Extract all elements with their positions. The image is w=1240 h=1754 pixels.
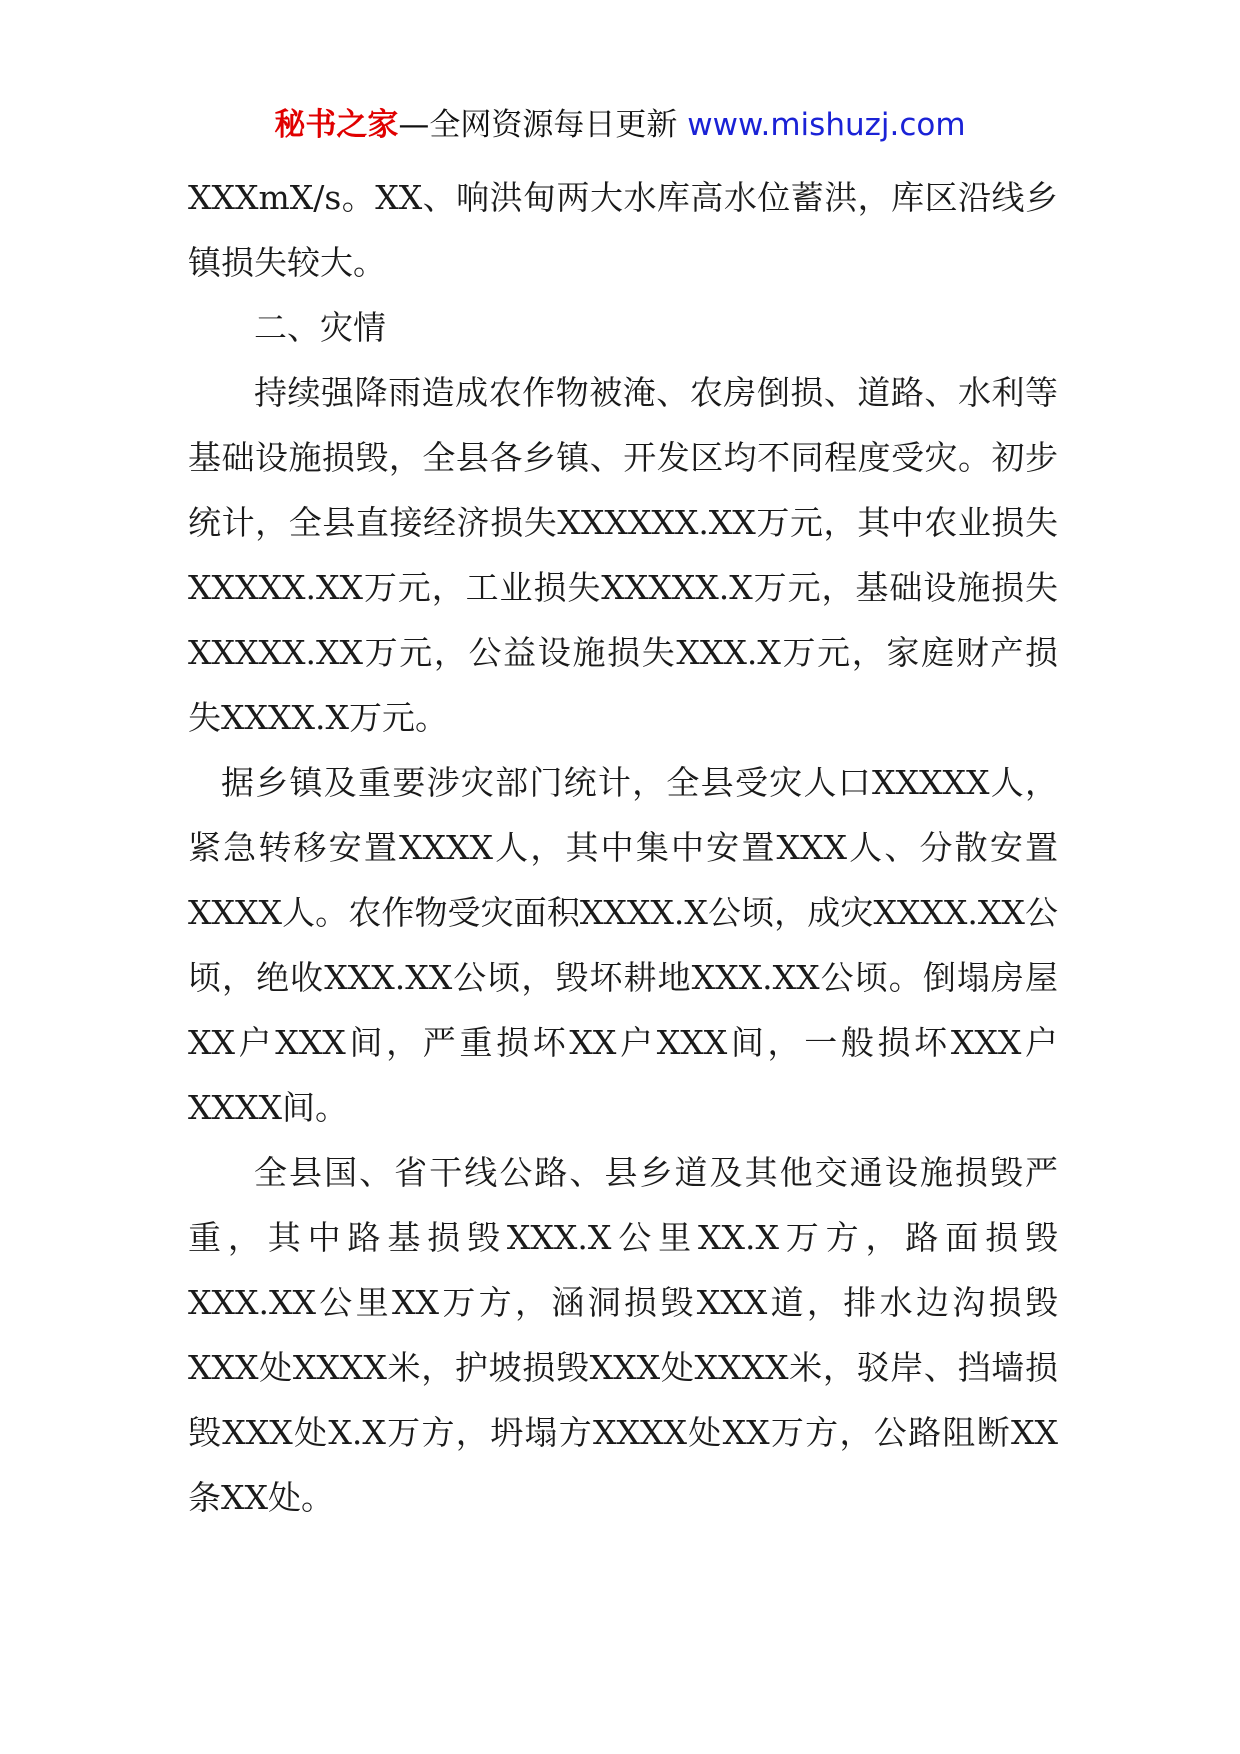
section-heading-disaster: 二、灾情 <box>254 308 386 347</box>
site-url[interactable]: www.mishuzj.com <box>687 107 966 143</box>
paragraph-economic-loss: 持续强降雨造成农作物被淹、农房倒损、道路、水利等基础设施损毁，全县各乡镇、开发区均不同程度受灾。初步统计，全县直接经济损失XXXXXX.XX万元，其中农业损失XXXXX.XX万元，工业损失XXXXX.X万元，基础设施损失XXXXX.XX万元，公益设施损失XXX.X万元，家庭财产损失XXXX.X万元。 <box>188 373 1058 737</box>
paragraph-traffic-damage: 全县国、省干线公路、县乡道及其他交通设施损毁严重，其中路基损毁XXX.X公里XX.X万方，路面损毁XXX.XX公里XX万方，涵洞损毁XXX道，排水边沟损毁XXX处XXXX米，护坡损毁XXX处XXXX米，驳岸、挡墙损毁XXX处X.X万方，坍塌方XXXX处XX万方，公路阻断XX条XX处。 <box>188 1153 1058 1517</box>
paragraph-population-impact: 据乡镇及重要涉灾部门统计，全县受灾人口XXXXX人，紧急转移安置XXXX人，其中集中安置XXX人、分散安置XXXX人。农作物受灾面积XXXX.X公顷，成灾XXXX.XX公顷，绝收XXX.XX公顷，毁坏耕地XXX.XX公顷。倒塌房屋XX户XXX间，严重损坏XX户XXX间，一般损坏XXX户XXXX间。 <box>188 763 1058 1127</box>
paragraph-continuation: XXXmX/s。XX、响洪甸两大水库高水位蓄洪，库区沿线乡镇损失较大。 <box>188 178 1058 282</box>
document-body <box>188 165 1058 1530</box>
brand-name: 秘书之家 <box>274 107 399 143</box>
header-tagline: —全网资源每日更新 <box>398 107 678 143</box>
page-header <box>0 100 1240 150</box>
